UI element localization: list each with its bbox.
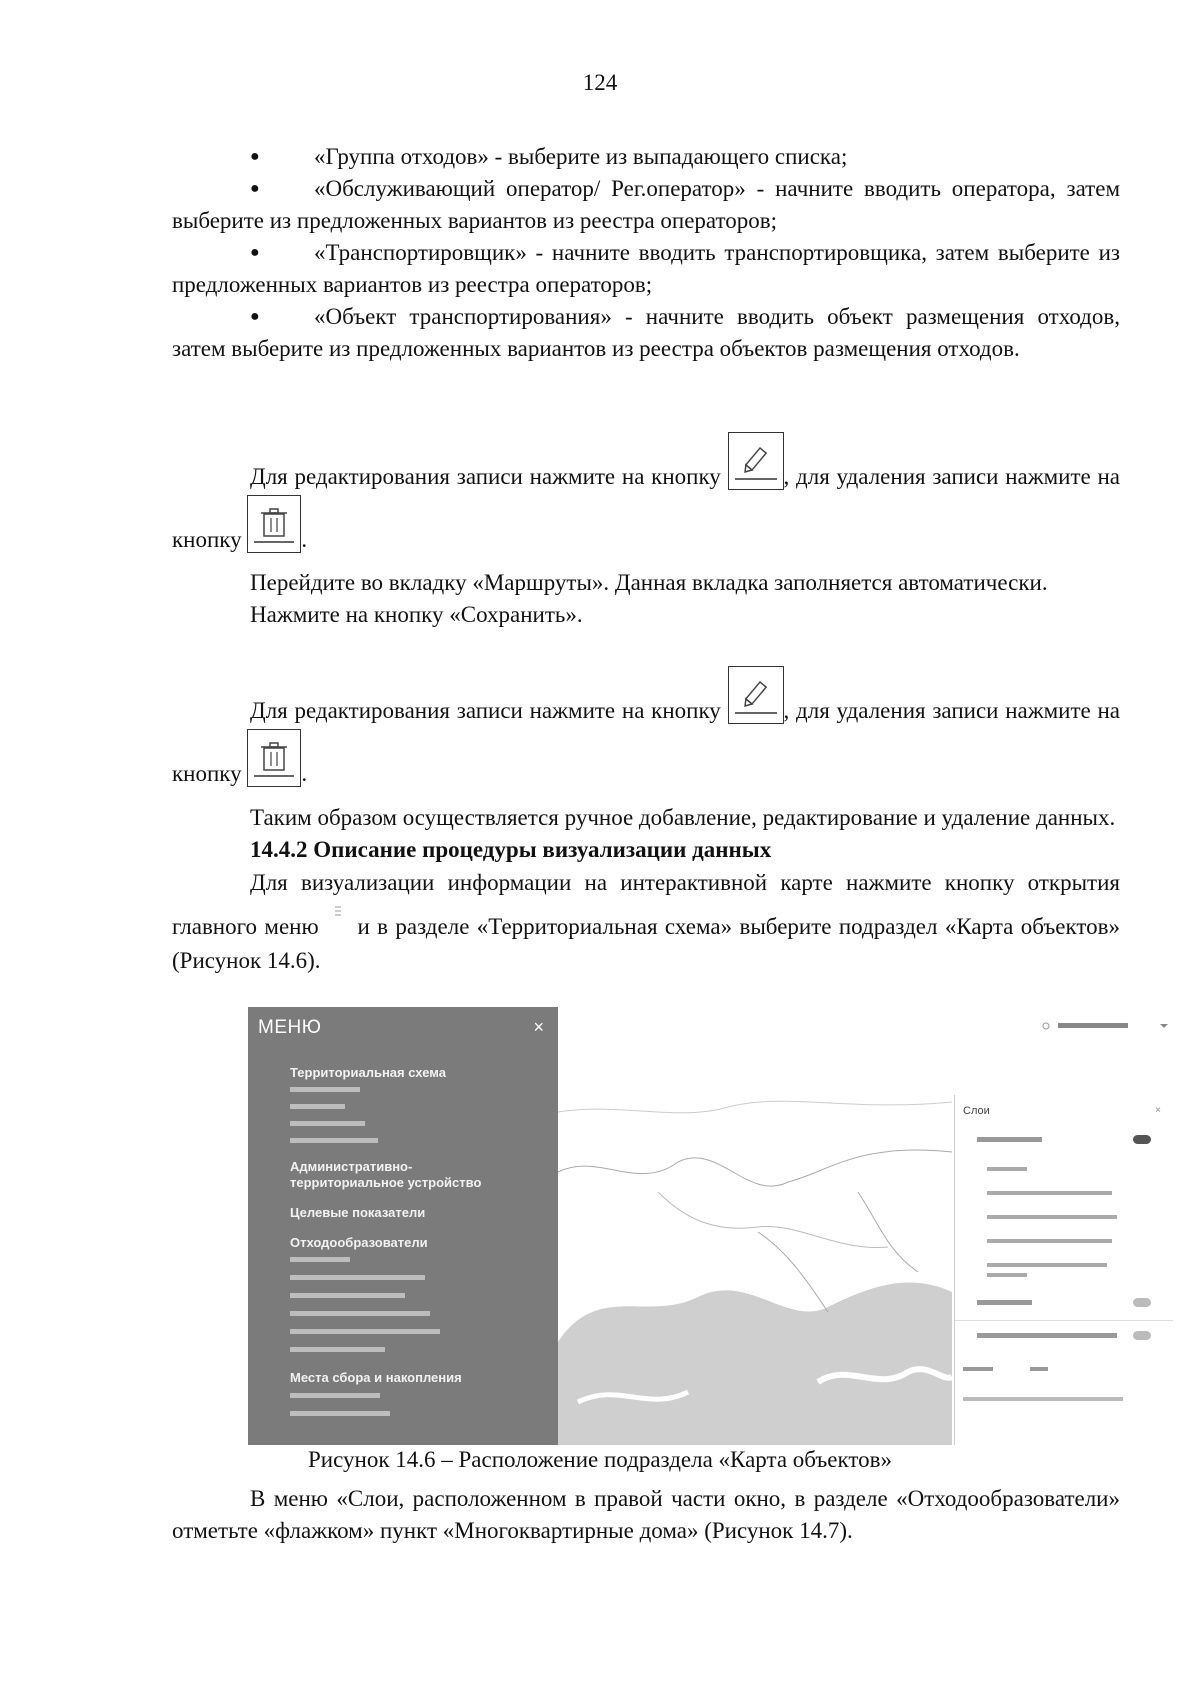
bullet-item: ● «Транспортировщик» - начните вводить транспортировщика, затем выберите из предложенных вариантов из реестра операторов; [172, 240, 1120, 297]
paragraph: Таким образом осуществляется ручное добавление, редактирование и удаление данных. [250, 805, 1116, 830]
pencil-icon [728, 666, 784, 724]
menu-subitem[interactable] [290, 1329, 440, 1334]
figure-caption: Рисунок 14.6 – Расположение подраздела «Карта объектов» [308, 1447, 892, 1472]
menu-subitem[interactable] [290, 1393, 380, 1398]
bullet-item: ● «Обслуживающий оператор/ Рег.оператор» - начните вводить оператора, затем выберите из предложенных вариантов из реестра операторов; [172, 176, 1120, 233]
layer-subitem[interactable] [987, 1239, 1112, 1243]
layers-title: Слои [963, 1105, 990, 1117]
menu-section-admin-territorial[interactable]: Административно- [290, 1159, 413, 1174]
menu-subitem[interactable] [290, 1293, 405, 1298]
trash-icon [247, 495, 301, 553]
layer-group-item[interactable] [977, 1137, 1042, 1142]
close-icon[interactable]: × [1155, 1105, 1161, 1116]
menu-subitem[interactable] [290, 1275, 425, 1280]
trash-icon [247, 729, 301, 787]
menu-subitem[interactable] [290, 1257, 350, 1262]
hamburger-menu-icon [326, 900, 350, 920]
layer-group-item[interactable] [977, 1333, 1117, 1338]
bullet-item: ● «Группа отходов» - выберите из выпадающего списка; [250, 144, 848, 169]
edit-delete-paragraph-1: Для редактирования записи нажмите на кнопку , для удаления записи нажмите на кнопку . [172, 432, 1120, 558]
layer-subitem[interactable] [987, 1263, 1107, 1267]
layer-subitem[interactable] [987, 1273, 1027, 1277]
text-block-middle [172, 567, 1120, 631]
layer-toggle[interactable] [1133, 1331, 1151, 1340]
pencil-icon [728, 432, 784, 490]
menu-section-admin-territorial-line2[interactable]: территориальное устройство [290, 1175, 482, 1190]
menu-section-target-indicators[interactable]: Целевые показатели [290, 1205, 426, 1220]
layer-toggle[interactable] [1133, 1298, 1151, 1307]
bullet-item: ● «Объект транспортирования» - начните вводить объект размещения отходов, затем выберите из предложенных вариантов из реестра объектов размещения отходов. [172, 304, 1120, 361]
text-block-lower [172, 802, 1120, 978]
text-block-bottom [172, 1483, 1120, 1547]
paragraph: В меню «Слои, расположенном в правой части окно, в разделе «Отходообразователи» отметьте «флажком» пункт «Многоквартирные дома» (Рисунок 14.7). [172, 1486, 1120, 1543]
user-account[interactable] [1042, 1021, 1172, 1033]
layer-subitem[interactable] [987, 1191, 1112, 1195]
layer-subitem[interactable] [987, 1215, 1117, 1219]
menu-title: МЕНЮ [258, 1017, 322, 1038]
edit-delete-paragraph-2: Для редактирования записи нажмите на кнопку , для удаления записи нажмите на кнопку . [172, 666, 1120, 792]
figure-screenshot [172, 1007, 1192, 1445]
menu-section-waste-generators[interactable]: Отходообразователи [290, 1235, 428, 1250]
layer-hint [963, 1397, 1123, 1401]
main-menu-panel [248, 1007, 558, 1445]
menu-subitem[interactable] [290, 1311, 430, 1316]
basemap-label [963, 1367, 993, 1371]
map-area[interactable] [558, 1082, 952, 1445]
paragraph: Нажмите на кнопку «Сохранить». [250, 602, 583, 627]
menu-section-collection-places[interactable]: Места сбора и накопления [290, 1370, 462, 1385]
layer-group-item[interactable] [977, 1300, 1032, 1305]
layers-panel [954, 1095, 1173, 1445]
layer-toggle[interactable] [1133, 1135, 1151, 1144]
divider [955, 1320, 1173, 1321]
close-icon[interactable]: × [533, 1017, 544, 1037]
paragraph: Перейдите во вкладку «Маршруты». Данная вкладка заполняется автоматически. [250, 570, 1048, 595]
section-heading: 14.4.2 Описание процедуры визуализации данных [250, 837, 772, 862]
menu-section-territorial-scheme[interactable]: Территориальная схема [290, 1065, 446, 1080]
basemap-select[interactable] [1030, 1367, 1048, 1371]
layer-subitem[interactable] [987, 1167, 1027, 1171]
text-block-top [172, 141, 1120, 365]
page-number: 124 [582, 70, 618, 95]
paragraph: Для визуализации информации на интерактивной карте нажмите кнопку открытия главного меню и в разделе «Территориальная схема» выберите подраздел «Карта объектов» (Рисунок 14.6). [172, 870, 1120, 973]
menu-subitem[interactable] [290, 1138, 378, 1143]
menu-subitem[interactable] [290, 1104, 345, 1109]
menu-subitem[interactable] [290, 1121, 365, 1126]
menu-subitem[interactable] [290, 1411, 390, 1416]
menu-subitem[interactable] [290, 1087, 360, 1092]
menu-subitem[interactable] [290, 1347, 385, 1352]
